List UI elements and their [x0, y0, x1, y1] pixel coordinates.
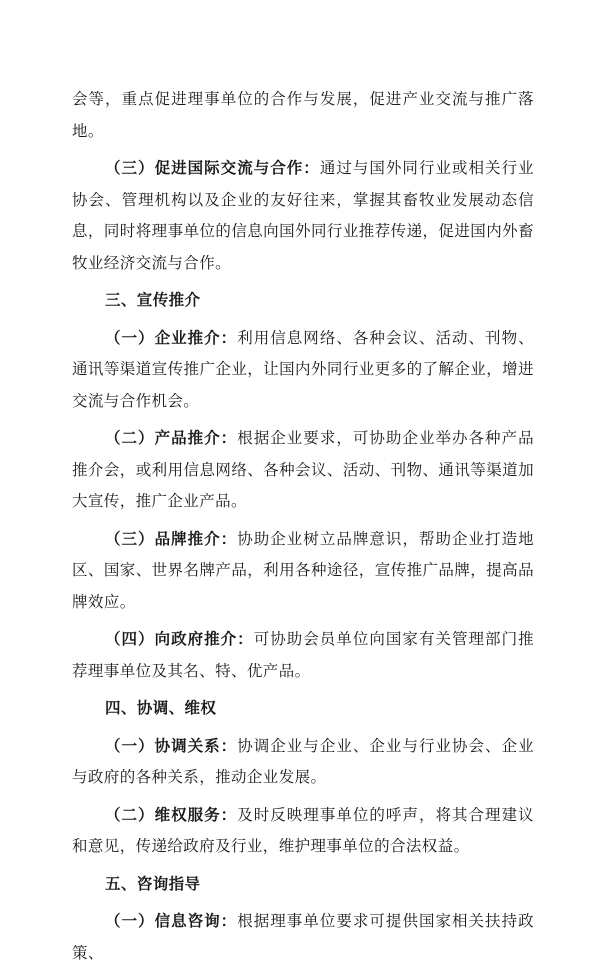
- paragraph-text: 根据理事单位要求可提供国家相关扶持政策、: [72, 912, 535, 962]
- paragraph-label: （一）企业推介：: [105, 328, 238, 347]
- paragraph-text: 根据企业要求，可协助企业举办各种产品推介会，或利用信息网络、各种会议、活动、刊物、通讯等渠道加大宣传，推广企业产品。: [72, 429, 535, 510]
- paragraph-text: 及时反映理事单位的呼声，将其合理建议和意见，传递给政府及行业，维护理事单位的合法权益。: [72, 805, 535, 855]
- paragraph-label: （三）品牌推介：: [105, 529, 238, 548]
- paragraph-enterprise-promotion: [72, 323, 534, 418]
- paragraph-label: （一）信息咨询：: [105, 912, 238, 930]
- paragraph-text: 协助企业树立品牌意识，帮助企业打造地区、国家、世界名牌产品，利用各种途径，宣传推广品牌，提高品牌效应。: [72, 529, 535, 611]
- paragraph-information-consulting: [72, 906, 534, 969]
- paragraph-text: 利用信息网络、各种会议、活动、刊物、通讯等渠道宣传推广企业，让国内外同行业更多的了解企业，增进交流与合作机会。: [72, 328, 535, 410]
- paragraph-brand-promotion: [72, 524, 534, 619]
- paragraph-text: 通过与国外同行业或相关行业协会、管理机构以及企业的友好往来，掌握其畜牧业发展动态信息，同时将理事单位的信息向国外同行业推荐传递，促进国内外畜牧业经济交流与合作。: [72, 159, 534, 272]
- paragraph-text: 可协助会员单位向国家有关管理部门推荐理事单位及其名、特、优产品。: [72, 630, 534, 680]
- section-heading-consulting: 五、咨询指导: [105, 874, 201, 893]
- paragraph-government-promotion: [72, 624, 534, 687]
- section-heading-coordination: 四、协调、维权: [105, 699, 217, 717]
- paragraph-product-promotion: [72, 423, 534, 518]
- paragraph-coordinate-relations: [72, 731, 534, 794]
- paragraph-text: 协调企业与企业、企业与行业协会、企业与政府的各种关系，推动企业发展。: [72, 736, 535, 786]
- paragraph-rights-service: [72, 800, 534, 863]
- paragraph-label: （四）向政府推介：: [105, 630, 254, 648]
- paragraph-label: （二）维权服务：: [105, 805, 238, 824]
- paragraph-label: （一）协调关系：: [105, 736, 238, 755]
- paragraph-label: （三）促进国际交流与合作：: [105, 159, 320, 177]
- section-heading-publicity: 三、宣传推介: [105, 291, 201, 309]
- paragraph-international-exchange: [72, 153, 534, 279]
- paragraph-intro-continuation: [72, 84, 534, 147]
- paragraph-text: 会等，重点促进理事单位的合作与发展，促进产业交流与推广落地。: [72, 90, 534, 140]
- paragraph-label: （二）产品推介：: [105, 429, 238, 447]
